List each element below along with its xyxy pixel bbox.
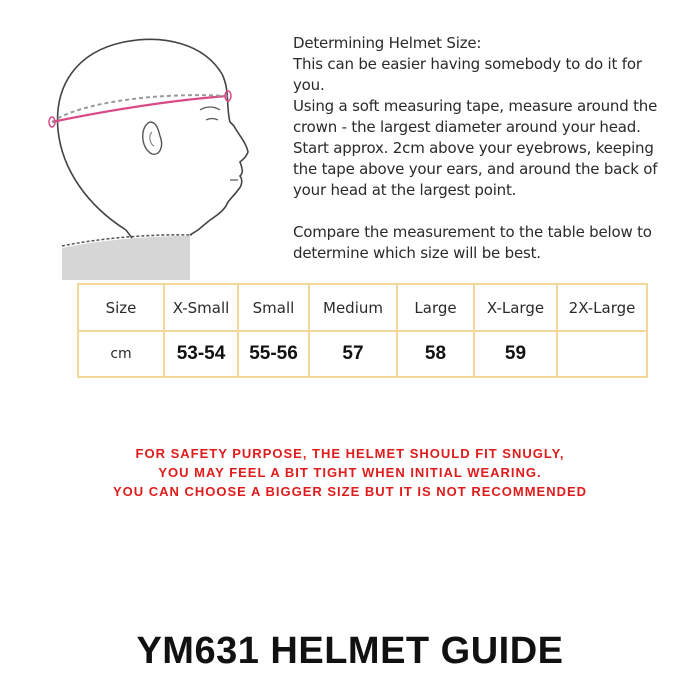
table-header-cell: X-Small: [164, 284, 238, 331]
table-cell: 59: [474, 331, 557, 377]
head-profile-measurement-icon: [40, 30, 280, 280]
warning-line: YOU CAN CHOOSE A BIGGER SIZE BUT IT IS NOT RECOMMENDED: [112, 484, 588, 499]
warning-line: YOU MAY FEEL A BIT TIGHT WHEN INITIAL WEARING.: [158, 465, 542, 480]
table-cell: 53-54: [164, 331, 238, 377]
unit-cell: cm: [78, 331, 164, 377]
instructions-line: Using a soft measuring tape, measure around the: [293, 97, 658, 115]
table-header-cell: 2X-Large: [557, 284, 647, 331]
size-chart-table: [77, 283, 648, 378]
instructions-line: Compare the measurement to the table below to: [293, 223, 652, 241]
table-cell: 57: [309, 331, 397, 377]
safety-warning: [0, 444, 700, 501]
instructions-line: your head at the largest point.: [293, 181, 517, 199]
warning-line: FOR SAFETY PURPOSE, THE HELMET SHOULD FIT SNUGLY,: [135, 446, 565, 461]
table-header-cell: Small: [238, 284, 309, 331]
instructions-heading: Determining Helmet Size:: [293, 34, 482, 52]
instructions-line: you.: [293, 76, 325, 94]
instructions-line: crown - the largest diameter around your head.: [293, 118, 641, 136]
table-cell: 58: [397, 331, 474, 377]
table-header-cell: X-Large: [474, 284, 557, 331]
table-cell: [557, 331, 647, 377]
instructions-line: Start approx. 2cm above your eyebrows, keeping: [293, 139, 654, 157]
table-header-cell: Large: [397, 284, 474, 331]
table-cell: 55-56: [238, 331, 309, 377]
instructions-line: the tape above your ears, and around the back of: [293, 160, 658, 178]
table-header-row: [78, 284, 647, 331]
table-header-cell: Size: [78, 284, 164, 331]
table-header-cell: Medium: [309, 284, 397, 331]
measurement-instructions: [293, 33, 673, 264]
table-row: [78, 331, 647, 377]
instructions-line: This can be easier having somebody to do it for: [293, 55, 642, 73]
page-title: YM631 HELMET GUIDE: [136, 630, 564, 672]
instructions-line: determine which size will be best.: [293, 244, 541, 262]
